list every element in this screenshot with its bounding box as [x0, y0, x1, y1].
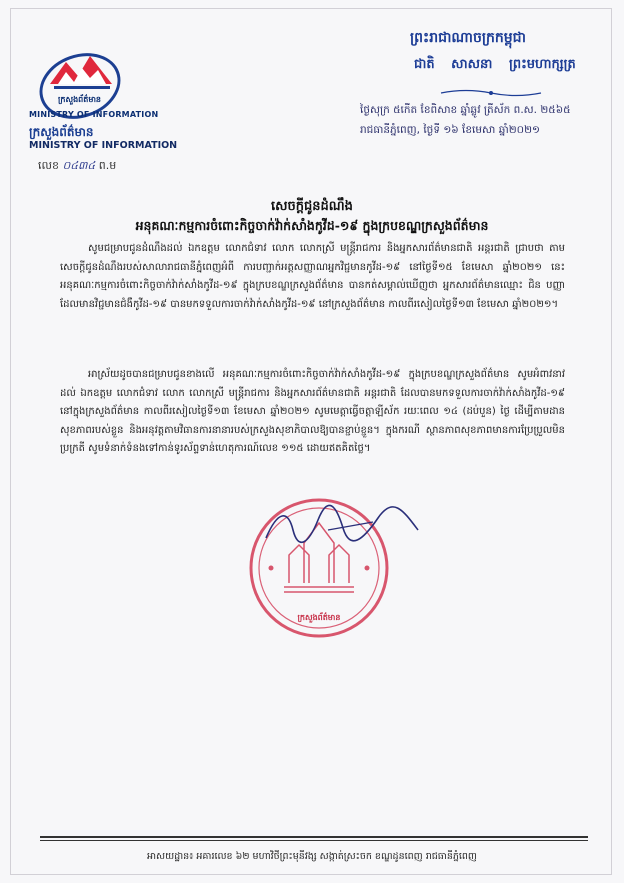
notice-title: សេចក្តីជូនដំណឹង [271, 199, 353, 214]
ministry-name-khmer: ក្រសួងព័ត៌មាន [29, 125, 94, 139]
ornament-divider [436, 88, 546, 98]
seal-text: ក្រសួងព័ត៌មាន [297, 613, 341, 622]
logo-english-caption: MINISTRY OF INFORMATION [29, 110, 159, 119]
notice-subtitle: អនុគណៈកម្មការចំពោះកិច្ចចាក់វ៉ាក់សាំងកូវីដ-១៩ ក្នុងក្របខណ្ឌក្រសួងព័ត៌មាន [135, 218, 489, 233]
ministry-name-english: MINISTRY OF INFORMATION [29, 140, 178, 151]
body-paragraph-2: អាស្រ័យដូចបានជម្រាបជូនខាងលើ អនុគណៈកម្មការចំពោះកិច្ចចាក់វ៉ាក់សាំងកូវីដ-១៩ ក្នុងក្របខណ្ឌក្រសួងព័ត៌មាន សូមអំពាវនាវដល់ ឯកឧត្តម លោកជំទាវ លោក លោកស្រី មន្ត្រីរាជការ និងអ្នកសារព័ត៌មានជាតិ អន្តរជាតិ ដែលបានមកទទួលការចាក់វ៉ាក់សាំងកូវីដ-១៩ នៅក្នុងក្រសួងព័ត៌មាន កាលពីរសៀលថ្ងៃទី១៣ ខែមេសា ឆ្នាំ២០២១ សូមមេត្តាធ្វើចត្តាឡីស័ក រយៈពេល ១៤ (ដប់បួន) ថ្ងៃ ដើម្បីតាមដានសុខភាពរបស់ខ្លួន និងអនុវត្តតាមវិធានការនានារបស់ក្រសួងសុខាភិបាលឱ្យបានខ្ជាប់ខ្ជួន។ ក្នុងករណី ស្ថានភាពសុខភាពមានការប្រែប្រួលមិនប្រក្រតី សូមទំនាក់ទំនងទៅកាន់ទូរស័ព្ទទាន់ហេតុការណ៍លេខ ១១៥ ដោយឥតគិតថ្លៃ។ [60, 369, 565, 454]
logo-caption: ក្រសួងព័ត៌មាន [58, 95, 102, 104]
kingdom-title: ព្រះរាជាណាចក្រកម្ពុជា [410, 30, 527, 46]
solar-date: រាជធានីភ្នំពេញ, ថ្ងៃទី ១៦ ខែមេសា ឆ្នាំ២០២១ [360, 124, 540, 136]
footer-rule-thick [40, 836, 588, 838]
handwritten-signature [258, 500, 428, 550]
reference-suffix: ព.ម [98, 159, 117, 172]
ministry-logo [28, 34, 138, 134]
footer-rule-thin [40, 840, 588, 841]
reference-handwritten-number: ០៤៣៤ [62, 159, 96, 172]
lunar-date: ថ្ងៃសុក្រ ៥កើត ខែពិសាខ ឆ្នាំឆ្លូវ ត្រីស័ក ព.ស. ២៥៦៥ [360, 104, 571, 116]
footer-address: អាសយដ្ឋាន៖ អគារលេខ ៦២ មហាវិថីព្រះមុនីវង្ស សង្កាត់ស្រះចក ខណ្ឌដូនពេញ រាជធានីភ្នំពេញ [147, 851, 477, 862]
national-motto: ជាតិ សាសនា ព្រះមហាក្សត្រ [414, 57, 576, 72]
body-paragraph-1: សូមជម្រាបជូនដំណឹងដល់ ឯកឧត្តម លោកជំទាវ លោក លោកស្រី មន្ត្រីរាជការ និងអ្នកសារព័ត៌មានជាតិ អន្តរជាតិ ជ្រាបថា តាមសេចក្តីជូនដំណឹងរបស់សាលារាជធានីភ្នំពេញអំពី ការបញ្ជាក់អត្តសញ្ញាណអ្នកវិជ្ជមានកូវីដ-១៩ នៅថ្ងៃទី១៥ ខែមេសា ឆ្នាំ២០២១ នេះ អនុគណៈកម្មការចំពោះកិច្ចចាក់វ៉ាក់សាំងកូវីដ-១៩ ក្នុងក្របខណ្ឌក្រសួងព័ត៌មាន បានកត់សម្គាល់ឃើញថា អ្នកសារព័ត៌មានឈ្មោះ ជិន បញ្ញា ដែលមានវិជ្ជមានជំងឺកូវីដ-១៩ បានមកទទួលការចាក់វ៉ាក់សាំងកូវីដ-១៩ នៅក្រសួងព័ត៌មាន កាលពីរសៀលថ្ងៃទី១៣ ខែមេសា ឆ្នាំ២០២១។ [60, 243, 565, 310]
reference-label: លេខ [38, 159, 59, 172]
reference-number [38, 159, 116, 175]
